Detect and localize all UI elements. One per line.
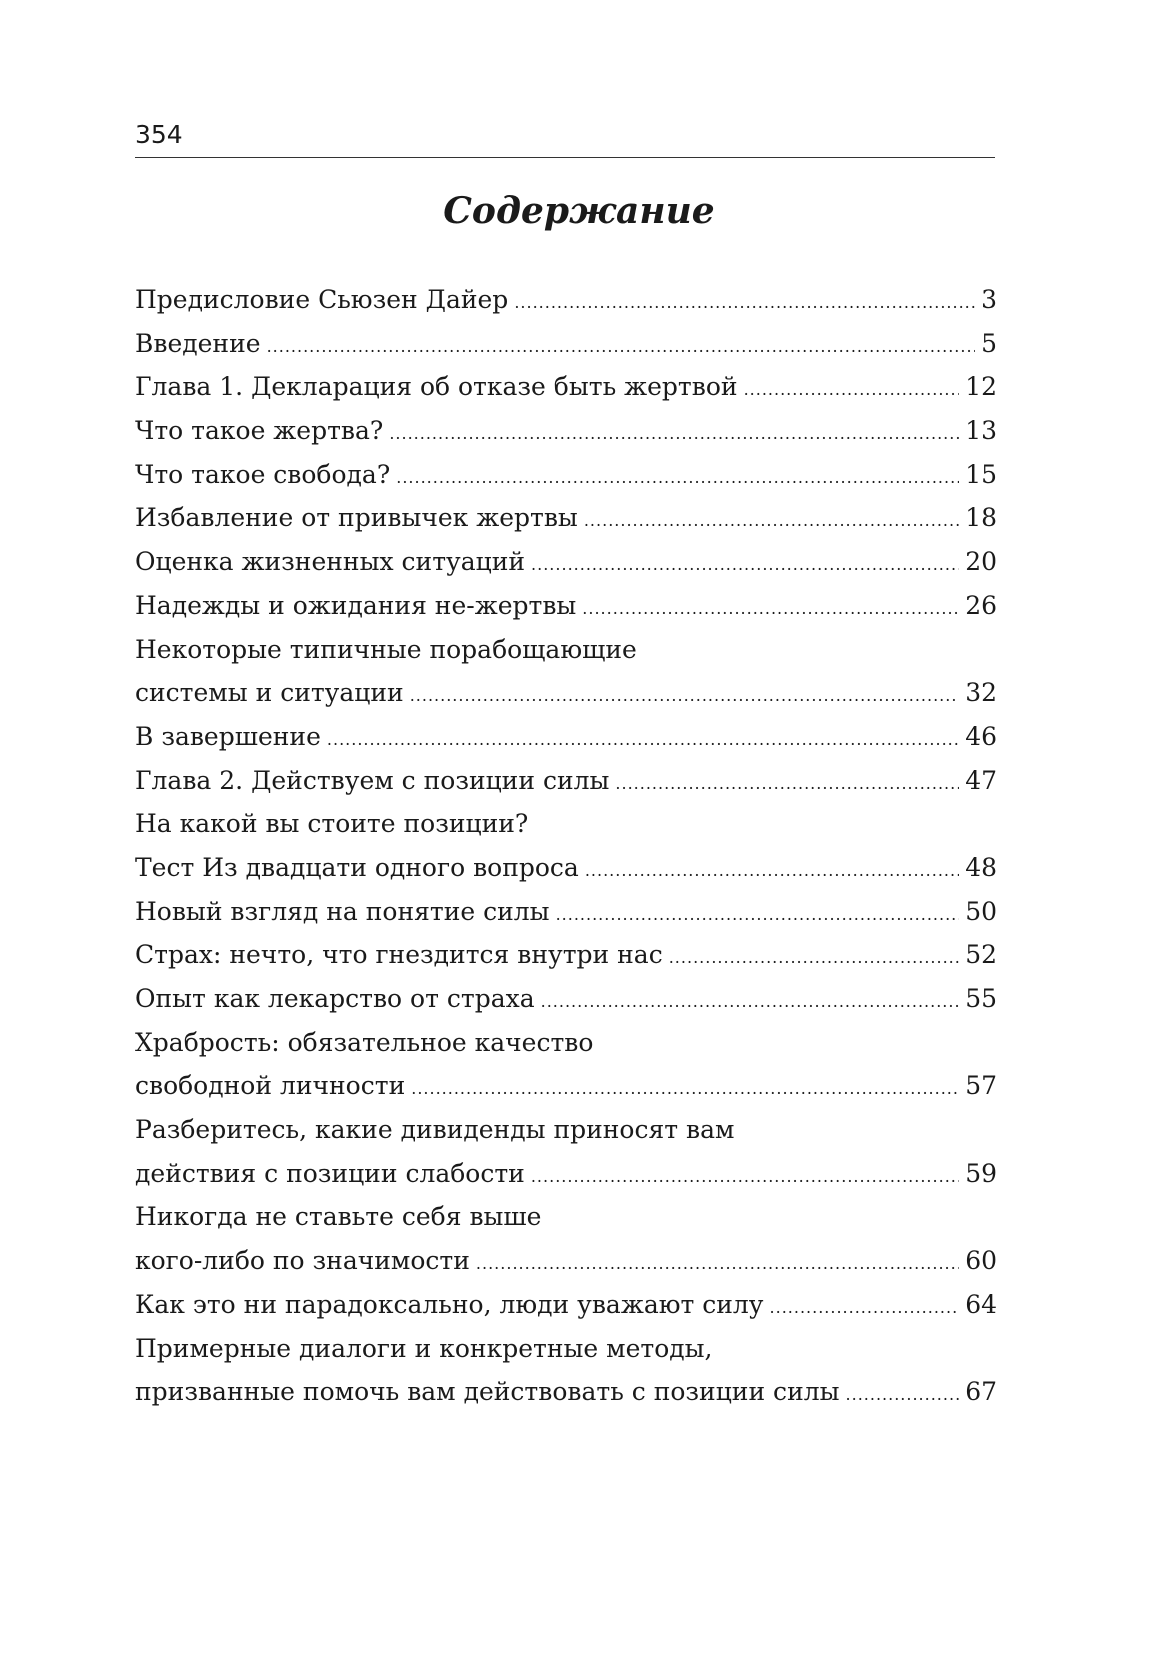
toc-entry-title: Новый взгляд на понятие силы <box>135 896 550 926</box>
toc-entry-title: Избавление от привычек жертвы <box>135 503 578 533</box>
toc-entry-page: 52 <box>965 940 997 970</box>
dot-leader <box>582 587 959 631</box>
toc-entry-title: Разберитесь, какие дивиденды приносят вам <box>135 1115 735 1145</box>
toc-entry-page: 32 <box>965 678 997 708</box>
toc-entry-page: 50 <box>965 896 997 926</box>
page-number: 354 <box>135 120 183 149</box>
toc-entry-title: Что такое свобода? <box>135 459 391 489</box>
dot-leader <box>846 1373 960 1417</box>
toc-entry-title: действия с позиции слабости <box>135 1158 525 1188</box>
toc-entry <box>135 933 997 977</box>
table-of-contents <box>135 278 997 1414</box>
toc-entry-title: В завершение <box>135 721 321 751</box>
dot-leader <box>615 762 959 806</box>
toc-entry-title: Что такое жертва? <box>135 416 384 446</box>
toc-entry-title: Глава 1. Декларация об отказе быть жертвой <box>135 372 738 402</box>
toc-entry-page: 48 <box>965 852 997 882</box>
dot-leader <box>585 849 959 893</box>
toc-entry <box>135 1195 997 1239</box>
toc-entry <box>135 1021 997 1065</box>
toc-entry <box>135 278 997 322</box>
toc-entry-title: Введение <box>135 328 261 358</box>
toc-entry-page: 59 <box>965 1158 997 1188</box>
dot-leader <box>770 1286 960 1330</box>
dot-leader <box>541 980 960 1024</box>
toc-entry-title: свободной личности <box>135 1071 406 1101</box>
dot-leader <box>514 281 975 325</box>
toc-entry <box>135 540 997 584</box>
dot-leader <box>411 1067 959 1111</box>
toc-entry <box>135 584 997 628</box>
toc-entry-page: 18 <box>965 503 997 533</box>
toc-entry <box>135 1152 997 1196</box>
toc-entry-page: 3 <box>981 285 997 314</box>
toc-entry-title: Страх: нечто, что гнездится внутри нас <box>135 940 663 970</box>
toc-entry-title: Примерные диалоги и конкретные методы, <box>135 1333 713 1363</box>
toc-entry-title: Глава 2. Действуем с позиции силы <box>135 765 610 795</box>
header-rule <box>135 157 995 158</box>
toc-entry <box>135 409 997 453</box>
toc-entry-title: Предисловие Сьюзен Дайер <box>135 285 509 314</box>
dot-leader <box>556 893 960 937</box>
dot-leader <box>389 412 959 456</box>
dot-leader <box>396 456 959 500</box>
toc-entry <box>135 671 997 715</box>
toc-entry-page: 20 <box>965 547 997 577</box>
toc-entry-page: 64 <box>965 1289 997 1319</box>
toc-entry <box>135 628 997 672</box>
dot-leader <box>476 1242 959 1286</box>
dot-leader <box>531 1155 959 1199</box>
toc-entry-title: Некоторые типичные порабощающие <box>135 634 637 664</box>
toc-entry <box>135 322 997 366</box>
toc-entry <box>135 1283 997 1327</box>
toc-entry-page: 55 <box>965 984 997 1013</box>
dot-leader <box>410 674 959 718</box>
dot-leader <box>327 718 959 762</box>
toc-entry <box>135 1239 997 1283</box>
toc-entry-title: На какой вы стоите позиции? <box>135 809 529 839</box>
toc-entry <box>135 846 997 890</box>
toc-entry-title: Тест Из двадцати одного вопроса <box>135 852 579 882</box>
toc-entry-title: Никогда не ставьте себя выше <box>135 1202 542 1232</box>
dot-leader <box>584 499 959 543</box>
page-title: Содержание <box>443 190 715 232</box>
toc-entry-title: Оценка жизненных ситуаций <box>135 547 526 577</box>
toc-entry-title: призванные помочь вам действовать с позиции силы <box>135 1377 840 1407</box>
toc-entry <box>135 1327 997 1371</box>
dot-leader <box>669 936 959 980</box>
toc-entry <box>135 802 997 846</box>
toc-entry-title: системы и ситуации <box>135 678 404 708</box>
toc-entry-page: 13 <box>965 416 997 446</box>
toc-entry-title: Как это ни парадоксально, люди уважают силу <box>135 1289 764 1319</box>
toc-entry <box>135 715 997 759</box>
toc-entry-page: 5 <box>981 328 997 358</box>
dot-leader <box>531 543 959 587</box>
toc-entry-page: 47 <box>965 765 997 795</box>
toc-entry-title: Храбрость: обязательное качество <box>135 1027 594 1057</box>
toc-entry <box>135 496 997 540</box>
toc-entry-page: 15 <box>965 459 997 489</box>
dot-leader <box>267 325 976 369</box>
toc-entry <box>135 453 997 497</box>
toc-entry-page: 57 <box>965 1071 997 1101</box>
toc-entry <box>135 890 997 934</box>
toc-entry <box>135 977 997 1021</box>
toc-entry-page: 46 <box>965 721 997 751</box>
dot-leader <box>744 368 960 412</box>
toc-entry <box>135 1370 997 1414</box>
toc-entry-page: 60 <box>965 1246 997 1276</box>
toc-entry <box>135 365 997 409</box>
toc-entry-page: 12 <box>965 372 997 402</box>
toc-entry-page: 26 <box>965 590 997 620</box>
toc-entry-title: Надежды и ожидания не-жертвы <box>135 590 577 620</box>
toc-entry <box>135 1108 997 1152</box>
toc-entry <box>135 1064 997 1108</box>
toc-entry-title: Опыт как лекарство от страха <box>135 984 535 1013</box>
toc-entry <box>135 759 997 803</box>
toc-entry-page: 67 <box>965 1377 997 1407</box>
toc-entry-title: кого-либо по значимости <box>135 1246 470 1276</box>
